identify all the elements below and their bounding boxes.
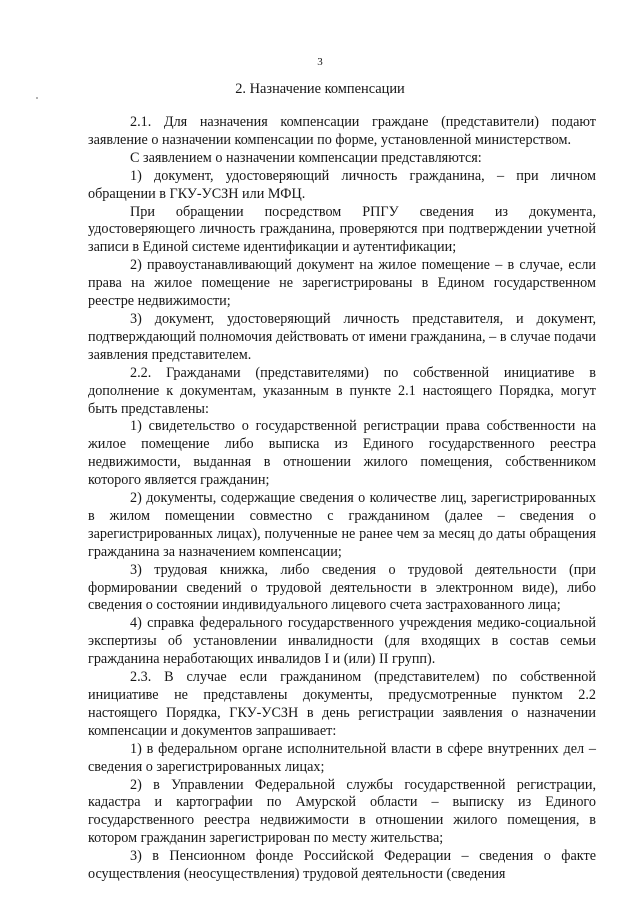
paragraph-2-3-item-3: 3) в Пенсионном фонде Российской Федерации – сведения о факте осуществления (неосуществления) трудовой деятельности (сведения bbox=[88, 848, 596, 883]
page-number: 3 bbox=[317, 56, 323, 68]
paragraph-2-1-item-3: 3) документ, удостоверяющий личность представителя, и документ, подтверждающий полномочия действовать от имени гражданина, – в случае подачи заявления представителем. bbox=[88, 310, 596, 363]
paragraph-2-2-item-3: 3) трудовая книжка, либо сведения о трудовой деятельности (при формировании сведений о трудовой деятельности в электронном виде), либо сведения о состоянии индивидуального лицевого счета застрахованного лица; bbox=[88, 561, 596, 614]
paragraph-2-1: 2.1. Для назначения компенсации граждане (представители) подают заявление о назначении компенсации по форме, установленной министерством. bbox=[88, 114, 596, 148]
paragraph-2-1-item-1: 1) документ, удостоверяющий личность гражданина, – при личном обращении в ГКУ-УСЗН или МФЦ. bbox=[88, 167, 596, 202]
paragraph-2-2-item-1: 1) свидетельство о государственной регистрации права собственности на жилое помещение либо выписка из Единого государственного реестра недвижимости, выданная в отношении жилого помещения, собственником которого является гражданин; bbox=[88, 418, 596, 489]
paragraph-2-2: 2.2. Гражданами (представителями) по собственной инициативе в дополнение к документам, указанным в пункте 2.1 настоящего Порядка, могут быть представлены: bbox=[88, 364, 596, 417]
document-body bbox=[88, 114, 596, 884]
section-title: 2. Назначение компенсации bbox=[235, 81, 405, 97]
paragraph-2-3-item-2: 2) в Управлении Федеральной службы государственной регистрации, кадастра и картографии по Амурской области – выписку из Единого государственного реестра недвижимости в отношении жилого помещения, в котором гражданин зарегистрирован по месту жительства; bbox=[88, 776, 596, 847]
paragraph-2-3: 2.3. В случае если гражданином (представителем) по собственной инициативе не представлены документы, предусмотренные пунктом 2.2 настоящего Порядка, ГКУ-УСЗН в день регистрации заявления о назначении компенсации и документов запрашивает: bbox=[88, 669, 596, 739]
scan-artifact-dot bbox=[36, 97, 38, 99]
paragraph-2-2-item-4: 4) справка федерального государственного учреждения медико-социальной экспертизы об установлении инвалидности (для входящих в состав семьи гражданина неработающих инвалидов I и (или) II групп). bbox=[88, 615, 596, 668]
paragraph-rpgu-note: При обращении посредством РПГУ сведения из документа, удостоверяющего личность гражданина, проверяются при подтверждении учетной записи в Единой системе идентификации и аутентификации; bbox=[88, 203, 596, 256]
paragraph-2-1-item-2: 2) правоустанавливающий документ на жилое помещение – в случае, если права на жилое помещение не зарегистрированы в Едином государственном реестре недвижимости; bbox=[88, 257, 596, 310]
paragraph-2-3-item-1: 1) в федеральном органе исполнительной власти в сфере внутренних дел – сведения о зарегистрированных лицах; bbox=[88, 740, 596, 775]
paragraph-2-2-item-2: 2) документы, содержащие сведения о количестве лиц, зарегистрированных в жилом помещении совместно с гражданином (далее – сведения о зарегистрированных лицах), полученные не ранее чем за месяц до даты обращения гражданина за назначением компенсации; bbox=[88, 490, 596, 560]
paragraph-documents-intro: С заявлением о назначении компенсации представляются: bbox=[130, 149, 482, 166]
